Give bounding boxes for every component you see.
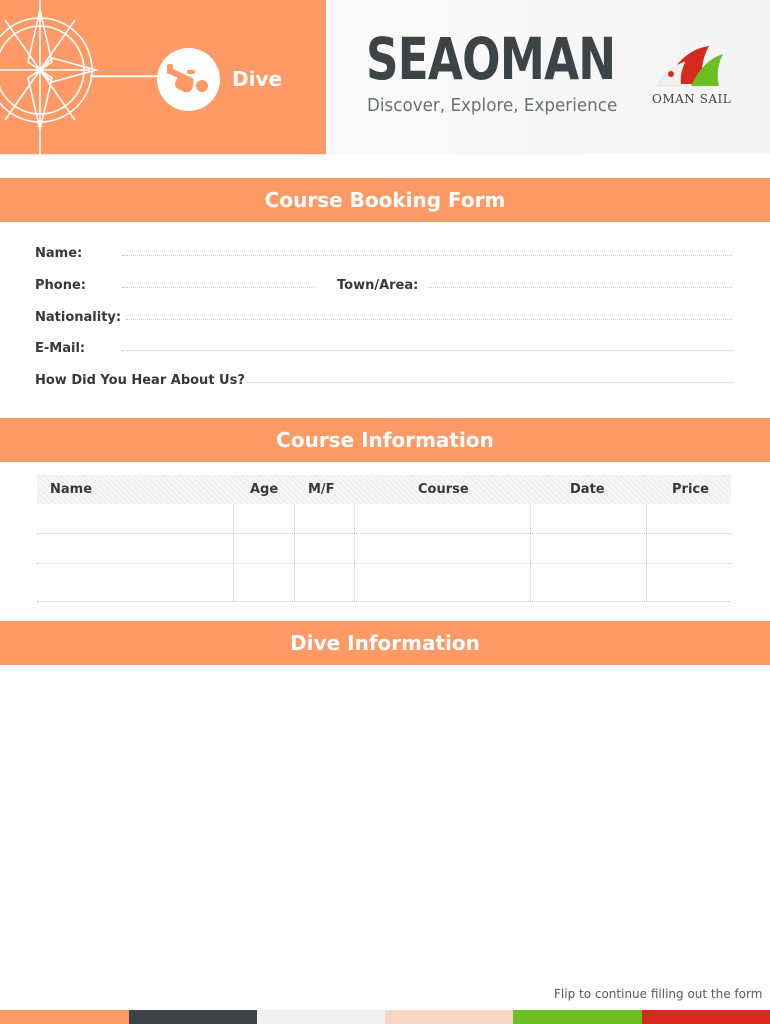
footer-stripe bbox=[257, 1010, 385, 1024]
scuba-diver-icon bbox=[157, 48, 220, 111]
name-label: Name: bbox=[35, 246, 83, 261]
town-area-field[interactable] bbox=[427, 287, 732, 288]
oman-sail-logo-icon bbox=[651, 44, 731, 90]
column-divider bbox=[530, 504, 531, 601]
footer-stripe bbox=[642, 1010, 770, 1024]
email-field[interactable] bbox=[122, 350, 732, 351]
column-divider bbox=[646, 504, 647, 601]
column-header-price: Price bbox=[672, 482, 709, 497]
category-label: Dive bbox=[232, 67, 283, 91]
column-header-gender: M/F bbox=[308, 482, 335, 497]
name-field[interactable] bbox=[122, 255, 732, 256]
referral-field[interactable] bbox=[247, 382, 732, 383]
course-information-title: Course Information bbox=[0, 418, 770, 462]
column-header-date: Date bbox=[570, 482, 605, 497]
brand-name: SEAOMAN bbox=[366, 25, 616, 93]
dive-information-title: Dive Information bbox=[0, 621, 770, 665]
table-row-divider bbox=[37, 601, 731, 602]
column-header-age: Age bbox=[250, 482, 279, 497]
footer-stripe bbox=[385, 1010, 513, 1024]
column-divider bbox=[233, 504, 234, 601]
partner-logo-text: OMAN SAIL bbox=[652, 92, 732, 106]
flip-page-note: Flip to continue filling out the form bbox=[554, 987, 763, 1001]
column-divider bbox=[294, 504, 295, 601]
footer-stripe bbox=[129, 1010, 257, 1024]
table-row-divider bbox=[37, 533, 731, 534]
nationality-field[interactable] bbox=[126, 319, 732, 320]
town-area-label: Town/Area: bbox=[337, 278, 419, 293]
booking-form-title: Course Booking Form bbox=[0, 178, 770, 222]
table-row-divider bbox=[37, 563, 731, 564]
course-table-header bbox=[37, 475, 731, 504]
column-header-course: Course bbox=[418, 482, 469, 497]
email-label: E-Mail: bbox=[35, 341, 86, 356]
column-divider bbox=[354, 504, 355, 601]
nationality-label: Nationality: bbox=[35, 310, 122, 325]
phone-label: Phone: bbox=[35, 278, 86, 293]
column-header-name: Name bbox=[50, 482, 93, 497]
diver-badge bbox=[157, 48, 220, 111]
phone-field[interactable] bbox=[122, 287, 314, 288]
footer-stripe bbox=[513, 1010, 642, 1024]
referral-label: How Did You Hear About Us? bbox=[35, 373, 245, 388]
brand-tagline: Discover, Explore, Experience bbox=[367, 95, 618, 116]
compass-line bbox=[90, 75, 160, 78]
footer-stripe bbox=[0, 1010, 129, 1024]
